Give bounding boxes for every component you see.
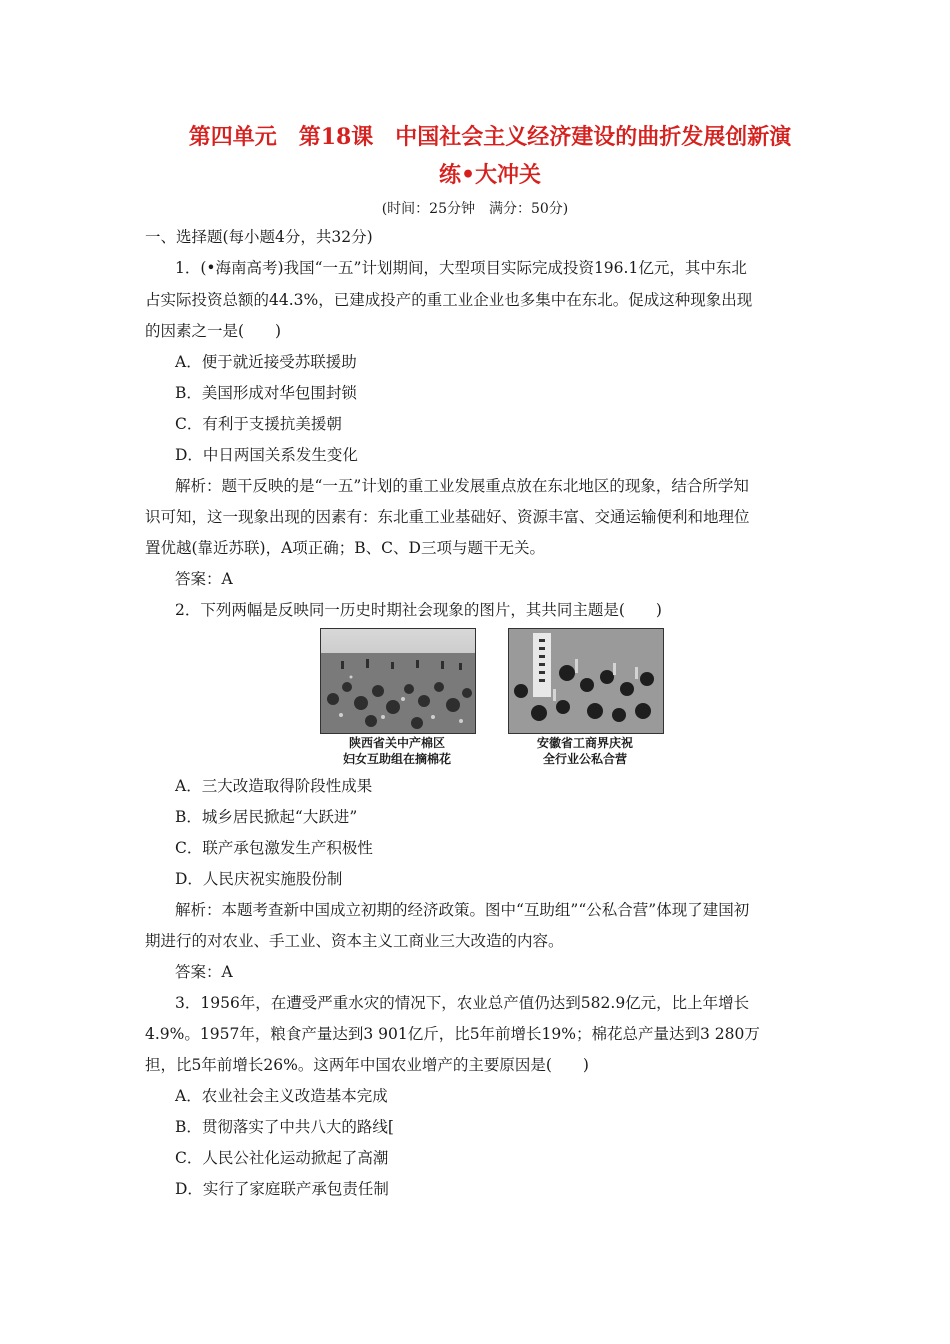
- q1-option-b: B．美国形成对华包围封锁: [175, 384, 357, 402]
- q1-stem-line-3: 的因素之一是( ): [145, 322, 282, 340]
- q1-option-c: C．有利于支援抗美援朝: [175, 415, 342, 433]
- celebration-photo: [508, 628, 664, 734]
- q1-stem-line-1: 1．(•海南高考)我国“一五”计划期间，大型项目实际完成投资196.1亿元，其中东北: [175, 259, 747, 277]
- q2-option-a: A．三大改造取得阶段性成果: [175, 777, 373, 795]
- time-score-note: (时间：25分钟 满分：50分): [381, 201, 569, 217]
- q1-answer: 答案：A: [175, 570, 233, 588]
- q3-option-c: C．人民公社化运动掀起了高潮: [175, 1149, 389, 1167]
- q3-stem-line-2: 4.9%。1957年，粮食产量达到3 901亿斤，比5年前增长19%；棉花总产量达到3 280万: [145, 1025, 760, 1043]
- photo-caption-cotton: [320, 735, 474, 767]
- q2-analysis-line-2: 期进行的对农业、手工业、资本主义工商业三大改造的内容。: [145, 932, 564, 950]
- q2-option-b: B．城乡居民掀起“大跃进”: [175, 808, 358, 826]
- q2-option-c: C．联产承包激发生产积极性: [175, 839, 373, 857]
- q1-stem-line-2: 占实际投资总额的44.3%，已建成投产的重工业企业也多集中在东北。促成这种现象出现: [145, 291, 753, 309]
- q2-analysis-line-1: 解析：本题考查新中国成立初期的经济政策。图中“互助组”“公私合营”体现了建国初: [175, 901, 750, 919]
- caption-celebration-line-2: 全行业公私合营: [542, 752, 627, 766]
- q1-option-a: A．便于就近接受苏联援助: [175, 353, 357, 371]
- caption-cotton-line-2: 妇女互助组在摘棉花: [342, 752, 451, 766]
- page-title-line-2: 练•大冲关: [438, 162, 542, 188]
- q2-option-d: D．人民庆祝实施股份制: [175, 870, 343, 888]
- q1-option-d: D．中日两国关系发生变化: [175, 446, 358, 464]
- q2-answer: 答案：A: [175, 963, 233, 981]
- q1-analysis-line-1: 解析：题干反映的是“一五”计划的重工业发展重点放在东北地区的现象，结合所学知: [175, 477, 749, 495]
- q3-option-b: B．贯彻落实了中共八大的路线[: [175, 1118, 394, 1136]
- caption-celebration-line-1: 安徽省工商界庆祝: [536, 736, 633, 750]
- q3-option-d: D．实行了家庭联产承包责任制: [175, 1180, 389, 1198]
- page-title-line-1: 第四单元 第18课 中国社会主义经济建设的曲折发展创新演: [188, 124, 792, 150]
- section-heading: 一、选择题(每小题4分，共32分): [145, 228, 373, 246]
- cotton-picking-photo: [320, 628, 476, 734]
- q3-stem-line-1: 3．1956年，在遭受严重水灾的情况下，农业总产值仍达到582.9亿元，比上年增长: [175, 994, 750, 1012]
- q3-stem-line-3: 担，比5年前增长26%。这两年中国农业增产的主要原因是( ): [145, 1056, 589, 1074]
- photo-caption-celebration: [508, 735, 662, 767]
- q1-analysis-line-2: 识可知，这一现象出现的因素有：东北重工业基础好、资源丰富、交通运输便利和地理位: [145, 508, 750, 526]
- q2-stem: 2．下列两幅是反映同一历史时期社会现象的图片，其共同主题是( ): [175, 601, 662, 619]
- caption-cotton-line-1: 陕西省关中产棉区: [348, 736, 445, 750]
- q1-analysis-line-3: 置优越(靠近苏联)，A项正确；B、C、D三项与题干无关。: [145, 539, 545, 557]
- q3-option-a: A．农业社会主义改造基本完成: [175, 1087, 388, 1105]
